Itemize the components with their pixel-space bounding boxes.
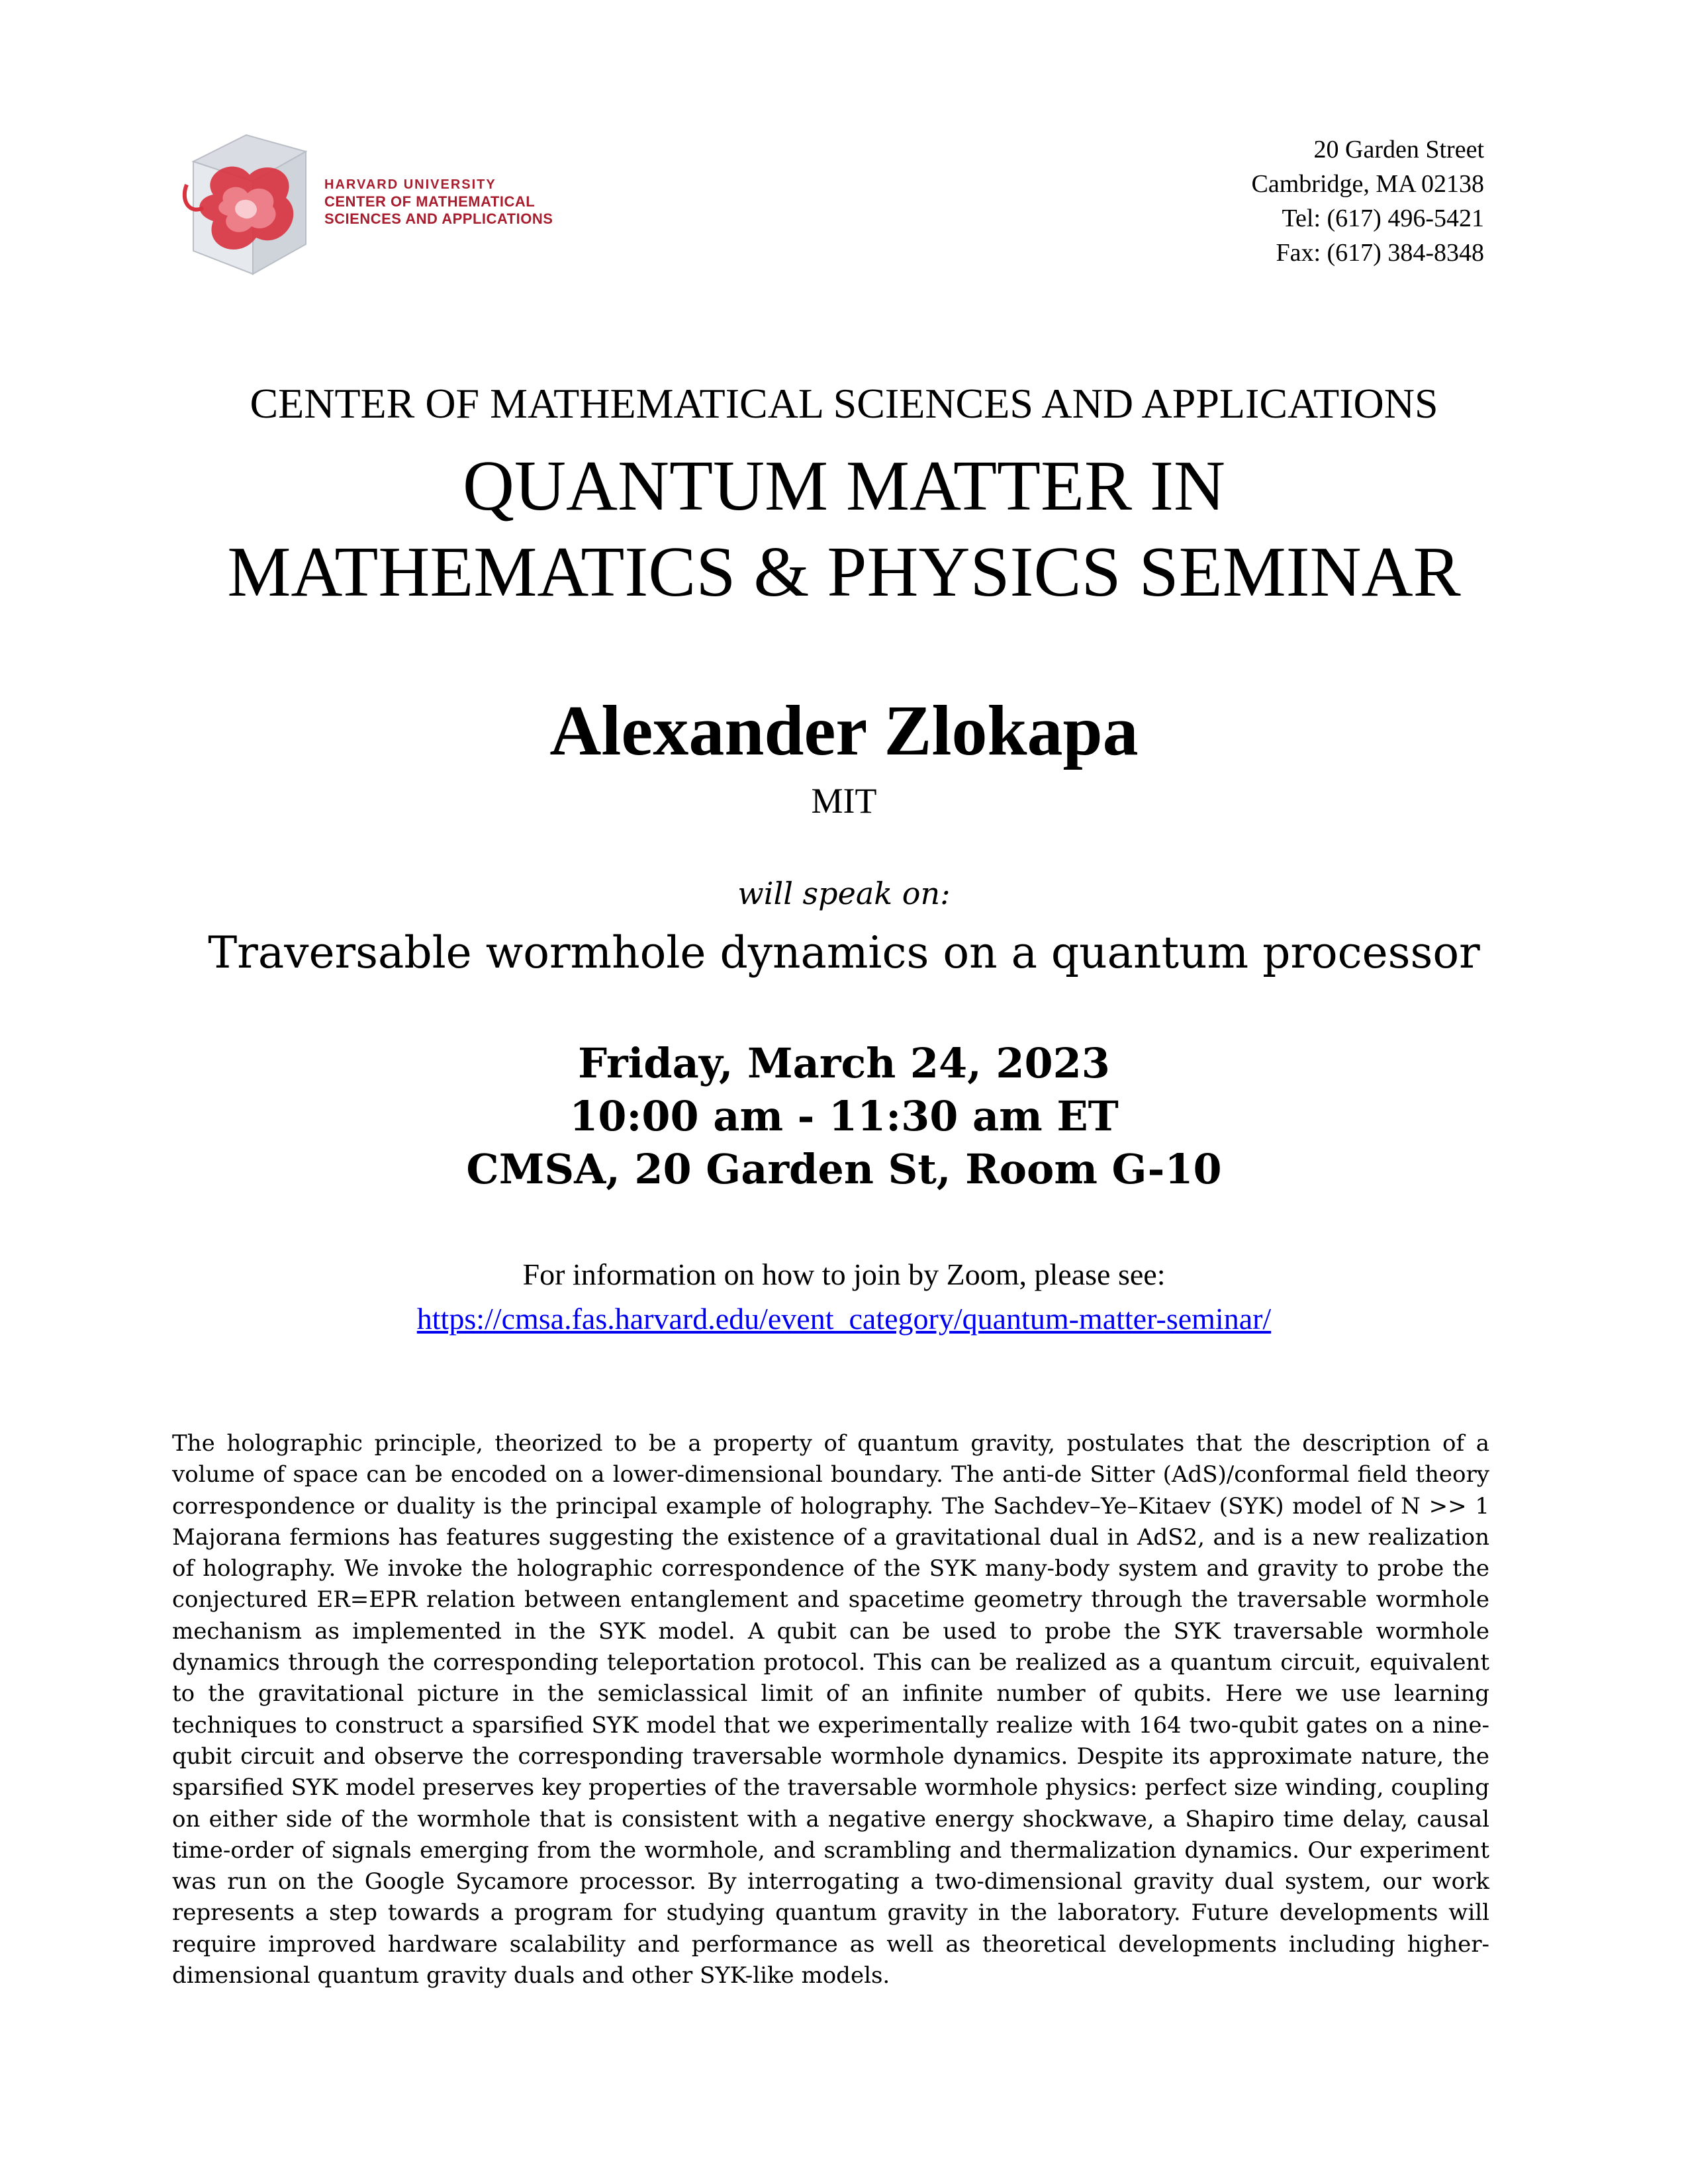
talk-abstract: The holographic principle, theorized to be a property of quantum gravity, postulates that the description of a volume of space can be encoded on a lower-dimensional boundary. The anti-de Sitter (AdS)/conformal field theory correspondence or duality is the principal example of holography. The Sachdev–Ye–Kitaev (SYK) model of N >> 1 Majorana fermions has features suggesting the existence of a gravitational dual in AdS2, and is a new realization of holography. We invoke the holographic correspondence of the SYK many-body system and gravity to probe the conjectured ER=EPR relation between entanglement and spacetime geometry through the traversable wormhole mechanism as implemented in the SYK model. A qubit can be used to probe the SYK traversable wormhole dynamics through the corresponding teleportation protocol. This can be realized as a quantum circuit, equivalent to the gravitational picture in the semiclassical limit of an infinite number of qubits. Here we use learning techniques to construct a sparsified SYK model that we experimentally realize with 164 two-qubit gates on a nine-qubit circuit and observe the corresponding traversable wormhole dynamics. Despite its approximate nature, the sparsified SYK model preserves key properties of the traversable wormhole physics: perfect size winding, coupling on either side of the wormhole that is consistent with a negative energy shockwave, a Shapiro time delay, causal time-order of signals emerging from the wormhole, and scrambling and thermalization dynamics. Our experiment was run on the Google Sycamore processor. By interrogating a two-dimensional gravity dual system, our work represents a step towards a program for studying quantum gravity in the laboratory. Future developments will require improved hardware scalability and performance as well as theoretical developments including higher-dimensional quantum gravity duals and other SYK-like models. — [172, 1430, 1489, 1989]
logo-line-sciences: SCIENCES AND APPLICATIONS — [324, 210, 553, 227]
zoom-info-link[interactable]: https://cmsa.fas.harvard.edu/event_category/quantum-matter-seminar/ — [416, 1302, 1272, 1336]
will-speak-on-label: will speak on: — [737, 876, 951, 911]
address-fax: Fax: (617) 384-8348 — [1276, 239, 1484, 267]
speaker-affiliation: MIT — [811, 781, 877, 821]
address-street: 20 Garden Street — [1313, 136, 1484, 163]
center-name-heading: CENTER OF MATHEMATICAL SCIENCES AND APPLICATIONS — [250, 380, 1438, 427]
event-location: CMSA, 20 Garden St, Room G-10 — [466, 1145, 1222, 1193]
logo-line-university: HARVARD UNIVERSITY — [324, 177, 496, 192]
address-block — [1252, 132, 1484, 270]
seminar-title-line1: QUANTUM MATTER IN — [463, 447, 1225, 525]
speaker-name: Alexander Zlokapa — [549, 692, 1139, 770]
address-tel: Tel: (617) 496-5421 — [1282, 205, 1484, 232]
logo-line-center: CENTER OF MATHEMATICAL — [324, 193, 536, 210]
logo-wordmark — [324, 176, 553, 228]
event-date: Friday, March 24, 2023 — [578, 1039, 1110, 1087]
zoom-info-text: For information on how to join by Zoom, please see: — [522, 1257, 1166, 1291]
seminar-title-line2: MATHEMATICS & PHYSICS SEMINAR — [227, 533, 1461, 612]
event-time: 10:00 am - 11:30 am ET — [569, 1092, 1119, 1140]
cmsa-cube-logo-icon — [173, 122, 319, 281]
address-city: Cambridge, MA 02138 — [1251, 170, 1484, 198]
cmsa-logo — [173, 122, 553, 281]
talk-title: Traversable wormhole dynamics on a quantum processor — [208, 927, 1480, 978]
